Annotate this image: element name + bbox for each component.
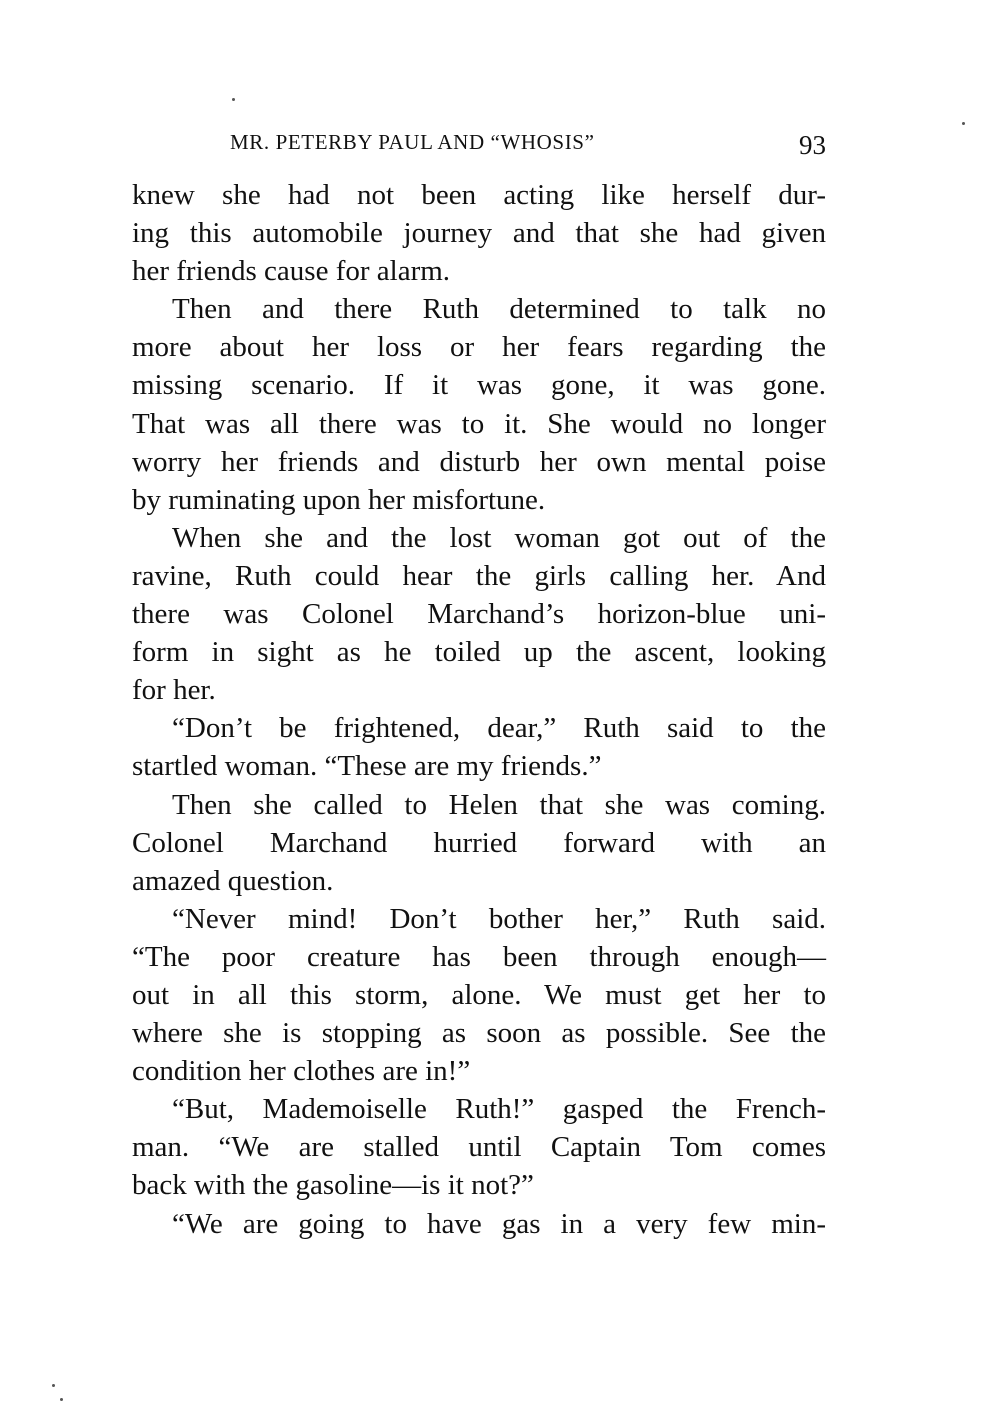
page-number: 93 [799, 130, 826, 160]
text-line: “Don’t be frightened, dear,” Ruth said to the [172, 712, 826, 745]
text-line: worry her friends and disturb her own mental poise [132, 445, 826, 478]
text-line: “The poor creature has been through enough— [132, 940, 826, 973]
text-line: form in sight as he toiled up the ascent, looking [132, 636, 826, 669]
running-title: MR. PETERBY PAUL AND “WHOSIS” [230, 130, 595, 154]
text-line: Then she called to Helen that she was coming. [172, 788, 826, 821]
text-line: “We are going to have gas in a very few min- [172, 1207, 826, 1240]
text-line: by ruminating upon her misfortune. [132, 483, 546, 516]
text-line: for her. [132, 674, 216, 707]
text-line: ing this automobile journey and that she had given [132, 217, 826, 250]
text-line: When she and the lost woman got out of the [172, 521, 826, 554]
scan-speck [232, 98, 235, 101]
text-line: ravine, Ruth could hear the girls calling her. And [132, 559, 826, 592]
text-line: there was Colonel Marchand’s horizon-blue uni- [132, 598, 826, 631]
text-line: condition her clothes are in!” [132, 1055, 471, 1088]
text-line: knew she had not been acting like herself dur- [132, 179, 826, 211]
text-line: man. “We are stalled until Captain Tom comes [132, 1131, 826, 1164]
scan-speck [962, 122, 965, 125]
scan-speck [60, 1398, 63, 1401]
text-line: Colonel Marchand hurried forward with an [132, 826, 826, 859]
text-line: “But, Mademoiselle Ruth!” gasped the French- [172, 1093, 826, 1126]
text-line: Then and there Ruth determined to talk no [172, 293, 826, 326]
scan-speck [52, 1384, 55, 1387]
text-line: missing scenario. If it was gone, it was gone. [132, 369, 826, 402]
text-line: back with the gasoline—is it not?” [132, 1169, 534, 1202]
text-line: more about her loss or her fears regarding the [132, 331, 826, 364]
body-text [132, 176, 826, 1243]
text-line: “Never mind! Don’t bother her,” Ruth said. [172, 902, 826, 935]
text-line: her friends cause for alarm. [132, 255, 451, 288]
text-line: startled woman. “These are my friends.” [132, 750, 602, 783]
text-line: amazed question. [132, 864, 334, 897]
running-head [132, 124, 826, 164]
text-line: out in all this storm, alone. We must get her to [132, 978, 826, 1011]
text-line: where she is stopping as soon as possible. See the [132, 1017, 826, 1050]
text-line: That was all there was to it. She would no longer [132, 407, 826, 440]
